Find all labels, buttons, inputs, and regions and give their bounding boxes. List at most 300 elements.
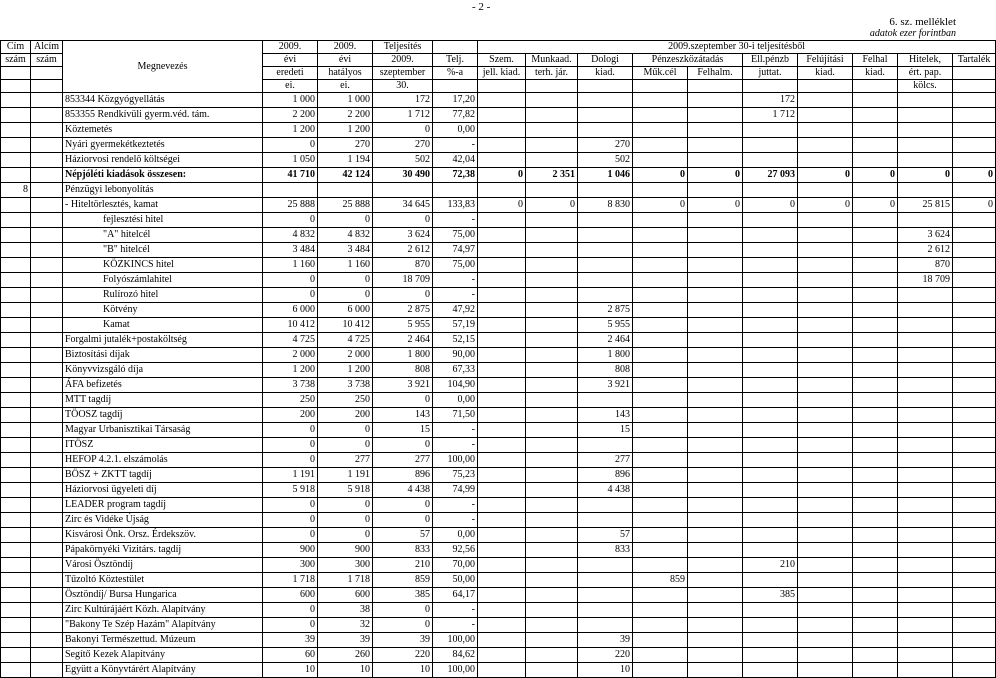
cell-felhalm: [688, 573, 743, 588]
cell-dologi: [578, 123, 633, 138]
cell-felujitasi: [798, 438, 853, 453]
cell-alcim: [31, 288, 63, 303]
cell-name: Tűzoltó Köztestület: [63, 573, 263, 588]
cell-name: MTT tagdíj: [63, 393, 263, 408]
cell-tartalek: [953, 243, 996, 258]
header-eredeti-2: évi: [263, 54, 318, 67]
cell-teljesites: 220: [373, 648, 433, 663]
cell-felhal: [853, 528, 898, 543]
table-row: [1, 108, 996, 123]
cell-tartalek: [953, 528, 996, 543]
cell-hatalyos: 1 160: [318, 258, 373, 273]
cell-munkaad: [526, 498, 578, 513]
header-tartalek: Tartalék: [953, 54, 996, 67]
cell-tartalek: [953, 213, 996, 228]
cell-alcim: [31, 273, 63, 288]
cell-dologi: [578, 183, 633, 198]
cell-munkaad: [526, 273, 578, 288]
cell-telj-pct: 74,97: [433, 243, 478, 258]
cell-alcim: [31, 618, 63, 633]
cell-felujitasi: [798, 423, 853, 438]
cell-ellpenz: [743, 378, 798, 393]
cell-hitelek: [898, 528, 953, 543]
cell-tartalek: [953, 498, 996, 513]
cell-dologi: 2 464: [578, 333, 633, 348]
cell-eredeti: 4 725: [263, 333, 318, 348]
cell-mukcel: [633, 243, 688, 258]
header-alcim-2: szám: [31, 54, 63, 67]
cell-felhalm: [688, 603, 743, 618]
header-teljesites-3: szeptember: [373, 67, 433, 80]
table-row: [1, 93, 996, 108]
header-telj-pct: Telj.: [433, 54, 478, 67]
cell-cim: [1, 573, 31, 588]
cell-alcim: [31, 633, 63, 648]
cell-teljesites: 3 624: [373, 228, 433, 243]
cell-felhalm: [688, 153, 743, 168]
cell-name: Ösztöndíj/ Bursa Hungarica: [63, 588, 263, 603]
cell-felhalm: [688, 138, 743, 153]
cell-tartalek: [953, 303, 996, 318]
cell-teljesites: 0: [373, 603, 433, 618]
cell-mukcel: [633, 348, 688, 363]
cell-hitelek: [898, 603, 953, 618]
cell-felhal: [853, 303, 898, 318]
header-munkaad: Munkaad.: [526, 54, 578, 67]
table-row: [1, 303, 996, 318]
cell-alcim: [31, 648, 63, 663]
cell-hatalyos: 200: [318, 408, 373, 423]
cell-munkaad: [526, 138, 578, 153]
cell-hitelek: [898, 183, 953, 198]
cell-dologi: [578, 573, 633, 588]
cell-hatalyos: 6 000: [318, 303, 373, 318]
cell-telj-pct: 0,00: [433, 123, 478, 138]
cell-hatalyos: 1 200: [318, 363, 373, 378]
table-row: [1, 408, 996, 423]
table-row: [1, 153, 996, 168]
cell-tartalek: 0: [953, 198, 996, 213]
cell-felhalm: [688, 333, 743, 348]
cell-hitelek: [898, 633, 953, 648]
cell-eredeti: 10: [263, 663, 318, 678]
cell-telj-pct: -: [433, 603, 478, 618]
cell-teljesites: 0: [373, 393, 433, 408]
cell-munkaad: [526, 348, 578, 363]
cell-dologi: [578, 243, 633, 258]
cell-teljesites: 143: [373, 408, 433, 423]
cell-eredeti: 0: [263, 513, 318, 528]
header-szem-2: jell. kiad.: [478, 67, 526, 80]
cell-telj-pct: 0,00: [433, 528, 478, 543]
cell-alcim: [31, 198, 63, 213]
cell-mukcel: [633, 438, 688, 453]
cell-felujitasi: [798, 483, 853, 498]
cell-name: "B" hitelcél: [63, 243, 263, 258]
cell-hatalyos: 4 725: [318, 333, 373, 348]
cell-alcim: [31, 543, 63, 558]
cell-telj-pct: -: [433, 423, 478, 438]
cell-dologi: 57: [578, 528, 633, 543]
cell-dologi: 833: [578, 543, 633, 558]
cell-eredeti: 1 718: [263, 573, 318, 588]
cell-dologi: [578, 438, 633, 453]
cell-ellpenz: [743, 288, 798, 303]
cell-dologi: 502: [578, 153, 633, 168]
cell-hitelek: [898, 573, 953, 588]
cell-felujitasi: [798, 258, 853, 273]
cell-teljesites: 277: [373, 453, 433, 468]
header-teljesites-4: 30.: [373, 80, 433, 93]
cell-eredeti: 6 000: [263, 303, 318, 318]
cell-name: Háziorvosi rendelő költségei: [63, 153, 263, 168]
cell-teljesites: 57: [373, 528, 433, 543]
cell-cim: [1, 363, 31, 378]
cell-eredeti: 60: [263, 648, 318, 663]
cell-felujitasi: [798, 123, 853, 138]
page-number: - 2 -: [472, 1, 491, 13]
cell-telj-pct: 75,00: [433, 258, 478, 273]
header-ellpenz-2: juttat.: [743, 67, 798, 80]
cell-telj-pct: 92,56: [433, 543, 478, 558]
cell-felhalm: [688, 378, 743, 393]
cell-mukcel: [633, 138, 688, 153]
cell-szem: [478, 528, 526, 543]
cell-hitelek: [898, 588, 953, 603]
cell-felhal: [853, 468, 898, 483]
cell-telj-pct: 52,15: [433, 333, 478, 348]
table-row: [1, 648, 996, 663]
cell-mukcel: [633, 498, 688, 513]
cell-felhal: [853, 573, 898, 588]
header-eredeti-3: eredeti: [263, 67, 318, 80]
cell-hatalyos: 600: [318, 588, 373, 603]
cell-hitelek: [898, 483, 953, 498]
cell-hatalyos: 0: [318, 213, 373, 228]
cell-ellpenz: [743, 543, 798, 558]
cell-szem: [478, 93, 526, 108]
cell-felhalm: [688, 513, 743, 528]
cell-cim: [1, 303, 31, 318]
cell-alcim: [31, 453, 63, 468]
cell-hatalyos: 270: [318, 138, 373, 153]
cell-alcim: [31, 483, 63, 498]
cell-mukcel: 859: [633, 573, 688, 588]
cell-felujitasi: [798, 618, 853, 633]
cell-ellpenz: [743, 648, 798, 663]
cell-tartalek: [953, 138, 996, 153]
cell-hatalyos: [318, 183, 373, 198]
cell-hitelek: [898, 543, 953, 558]
cell-felujitasi: [798, 318, 853, 333]
cell-dologi: 39: [578, 633, 633, 648]
cell-eredeti: 4 832: [263, 228, 318, 243]
cell-telj-pct: 84,62: [433, 648, 478, 663]
cell-munkaad: [526, 468, 578, 483]
cell-teljesites: 30 490: [373, 168, 433, 183]
cell-dologi: [578, 558, 633, 573]
cell-felujitasi: [798, 543, 853, 558]
cell-eredeti: 1 050: [263, 153, 318, 168]
cell-felhal: [853, 408, 898, 423]
cell-felhalm: [688, 663, 743, 678]
cell-szem: [478, 603, 526, 618]
cell-felhal: [853, 138, 898, 153]
cell-felujitasi: 0: [798, 168, 853, 183]
cell-tartalek: [953, 408, 996, 423]
budget-table: [0, 40, 996, 678]
table-row: [1, 453, 996, 468]
cell-mukcel: [633, 513, 688, 528]
table-row: [1, 393, 996, 408]
cell-cim: [1, 558, 31, 573]
cell-hitelek: [898, 513, 953, 528]
cell-tartalek: [953, 273, 996, 288]
cell-cim: [1, 123, 31, 138]
cell-eredeti: 900: [263, 543, 318, 558]
cell-felhalm: [688, 588, 743, 603]
cell-felujitasi: 0: [798, 198, 853, 213]
cell-tartalek: [953, 468, 996, 483]
cell-telj-pct: 75,23: [433, 468, 478, 483]
cell-tartalek: [953, 108, 996, 123]
cell-cim: [1, 453, 31, 468]
cell-ellpenz: [743, 663, 798, 678]
cell-felhalm: [688, 318, 743, 333]
cell-eredeti: 0: [263, 618, 318, 633]
cell-eredeti: 0: [263, 423, 318, 438]
header-munkaad-2: terh. jár.: [526, 67, 578, 80]
cell-teljesites: 270: [373, 138, 433, 153]
cell-felhal: [853, 363, 898, 378]
cell-teljesites: 0: [373, 498, 433, 513]
cell-felhal: [853, 228, 898, 243]
cell-cim: [1, 228, 31, 243]
cell-alcim: [31, 423, 63, 438]
table-row: [1, 183, 996, 198]
cell-eredeti: 1 191: [263, 468, 318, 483]
cell-dologi: 270: [578, 138, 633, 153]
cell-ellpenz: [743, 183, 798, 198]
cell-felujitasi: [798, 93, 853, 108]
cell-szem: [478, 123, 526, 138]
cell-dologi: [578, 618, 633, 633]
cell-name: Háziorvosi ügyeleti díj: [63, 483, 263, 498]
cell-telj-pct: -: [433, 513, 478, 528]
cell-szem: [478, 513, 526, 528]
cell-telj-pct: 72,38: [433, 168, 478, 183]
cell-cim: 8: [1, 183, 31, 198]
cell-name: fejlesztési hitel: [63, 213, 263, 228]
cell-tartalek: [953, 603, 996, 618]
cell-name: ÁFA befizetés: [63, 378, 263, 393]
cell-cim: [1, 468, 31, 483]
cell-tartalek: [953, 123, 996, 138]
cell-felhal: [853, 288, 898, 303]
cell-munkaad: [526, 258, 578, 273]
cell-telj-pct: 71,50: [433, 408, 478, 423]
cell-mukcel: [633, 303, 688, 318]
header-alcim: Alcím: [31, 41, 63, 54]
cell-cim: [1, 198, 31, 213]
cell-hatalyos: 300: [318, 558, 373, 573]
cell-hitelek: [898, 138, 953, 153]
table-row: [1, 318, 996, 333]
table-row: [1, 498, 996, 513]
cell-eredeti: 0: [263, 603, 318, 618]
cell-felhalm: [688, 303, 743, 318]
cell-hitelek: [898, 468, 953, 483]
cell-hatalyos: 38: [318, 603, 373, 618]
cell-szem: [478, 108, 526, 123]
table-row: [1, 288, 996, 303]
cell-name: 853344 Közgyógyellátás: [63, 93, 263, 108]
cell-cim: [1, 408, 31, 423]
cell-dologi: 1 800: [578, 348, 633, 363]
cell-cim: [1, 648, 31, 663]
cell-mukcel: [633, 153, 688, 168]
cell-szem: [478, 333, 526, 348]
cell-telj-pct: -: [433, 498, 478, 513]
cell-mukcel: [633, 648, 688, 663]
cell-eredeti: 0: [263, 438, 318, 453]
cell-ellpenz: 27 093: [743, 168, 798, 183]
cell-hitelek: [898, 558, 953, 573]
cell-name: Pápakörnyéki Vizitárs. tagdíj: [63, 543, 263, 558]
cell-hitelek: [898, 333, 953, 348]
cell-eredeti: 3 484: [263, 243, 318, 258]
cell-felhal: [853, 438, 898, 453]
cell-munkaad: [526, 123, 578, 138]
cell-tartalek: [953, 183, 996, 198]
cell-telj-pct: 90,00: [433, 348, 478, 363]
cell-telj-pct: [433, 183, 478, 198]
cell-munkaad: [526, 378, 578, 393]
cell-felhal: 0: [853, 168, 898, 183]
table-row: [1, 138, 996, 153]
units-label: adatok ezer forintban: [869, 28, 956, 39]
cell-alcim: [31, 588, 63, 603]
table-row: [1, 468, 996, 483]
header-eredeti: 2009.: [263, 41, 318, 54]
cell-tartalek: [953, 423, 996, 438]
cell-tartalek: [953, 543, 996, 558]
cell-mukcel: [633, 663, 688, 678]
cell-felujitasi: [798, 453, 853, 468]
cell-name: Rulírozó hitel: [63, 288, 263, 303]
header-mukcel: Műk.cél: [633, 67, 688, 80]
cell-eredeti: 1 000: [263, 93, 318, 108]
cell-teljesites: 39: [373, 633, 433, 648]
cell-tartalek: [953, 378, 996, 393]
cell-eredeti: 0: [263, 453, 318, 468]
cell-szem: [478, 558, 526, 573]
table-row: [1, 423, 996, 438]
cell-alcim: [31, 123, 63, 138]
cell-cim: [1, 153, 31, 168]
cell-teljesites: 833: [373, 543, 433, 558]
header-megnevezes: Megnevezés: [63, 41, 263, 93]
cell-szem: [478, 288, 526, 303]
cell-szem: [478, 573, 526, 588]
cell-tartalek: [953, 333, 996, 348]
cell-munkaad: [526, 213, 578, 228]
cell-telj-pct: -: [433, 288, 478, 303]
cell-munkaad: [526, 93, 578, 108]
cell-szem: [478, 378, 526, 393]
cell-szem: [478, 618, 526, 633]
cell-name: Könyvvizsgáló díja: [63, 363, 263, 378]
header-felhal: Felhal: [853, 54, 898, 67]
cell-hatalyos: 1 000: [318, 93, 373, 108]
cell-ellpenz: [743, 153, 798, 168]
cell-munkaad: [526, 663, 578, 678]
cell-hatalyos: 32: [318, 618, 373, 633]
table-row: [1, 438, 996, 453]
cell-felhalm: [688, 558, 743, 573]
cell-mukcel: [633, 423, 688, 438]
cell-name: Pénzügyi lebonyolítás: [63, 183, 263, 198]
cell-felhalm: [688, 393, 743, 408]
cell-teljesites: 0: [373, 123, 433, 138]
cell-telj-pct: 47,92: [433, 303, 478, 318]
cell-alcim: [31, 438, 63, 453]
cell-felhalm: [688, 363, 743, 378]
cell-telj-pct: 57,19: [433, 318, 478, 333]
table-row: [1, 243, 996, 258]
cell-teljesites: 0: [373, 288, 433, 303]
cell-hatalyos: 1 194: [318, 153, 373, 168]
cell-hatalyos: 0: [318, 498, 373, 513]
cell-munkaad: [526, 543, 578, 558]
cell-munkaad: [526, 558, 578, 573]
cell-mukcel: [633, 633, 688, 648]
header-felujitasi-2: kiad.: [798, 67, 853, 80]
cell-hitelek: [898, 453, 953, 468]
cell-hitelek: 870: [898, 258, 953, 273]
cell-telj-pct: -: [433, 618, 478, 633]
cell-felujitasi: [798, 273, 853, 288]
header-teljesites-2: 2009.: [373, 54, 433, 67]
cell-tartalek: [953, 483, 996, 498]
cell-felhalm: [688, 93, 743, 108]
cell-teljesites: 5 955: [373, 318, 433, 333]
cell-dologi: 2 875: [578, 303, 633, 318]
cell-telj-pct: 133,83: [433, 198, 478, 213]
cell-tartalek: [953, 663, 996, 678]
cell-felujitasi: [798, 333, 853, 348]
cell-mukcel: [633, 318, 688, 333]
table-row: [1, 633, 996, 648]
cell-szem: [478, 588, 526, 603]
cell-tartalek: [953, 288, 996, 303]
cell-felhalm: [688, 618, 743, 633]
cell-munkaad: [526, 513, 578, 528]
cell-munkaad: [526, 603, 578, 618]
cell-eredeti: 0: [263, 138, 318, 153]
cell-mukcel: [633, 408, 688, 423]
cell-name: Kamat: [63, 318, 263, 333]
cell-felhal: [853, 543, 898, 558]
cell-telj-pct: -: [433, 138, 478, 153]
table-row: [1, 228, 996, 243]
cell-hatalyos: 1 191: [318, 468, 373, 483]
cell-eredeti: 0: [263, 273, 318, 288]
cell-teljesites: 10: [373, 663, 433, 678]
cell-mukcel: [633, 528, 688, 543]
header-felujitasi: Felújítási: [798, 54, 853, 67]
header-cim: Cím: [1, 41, 31, 54]
